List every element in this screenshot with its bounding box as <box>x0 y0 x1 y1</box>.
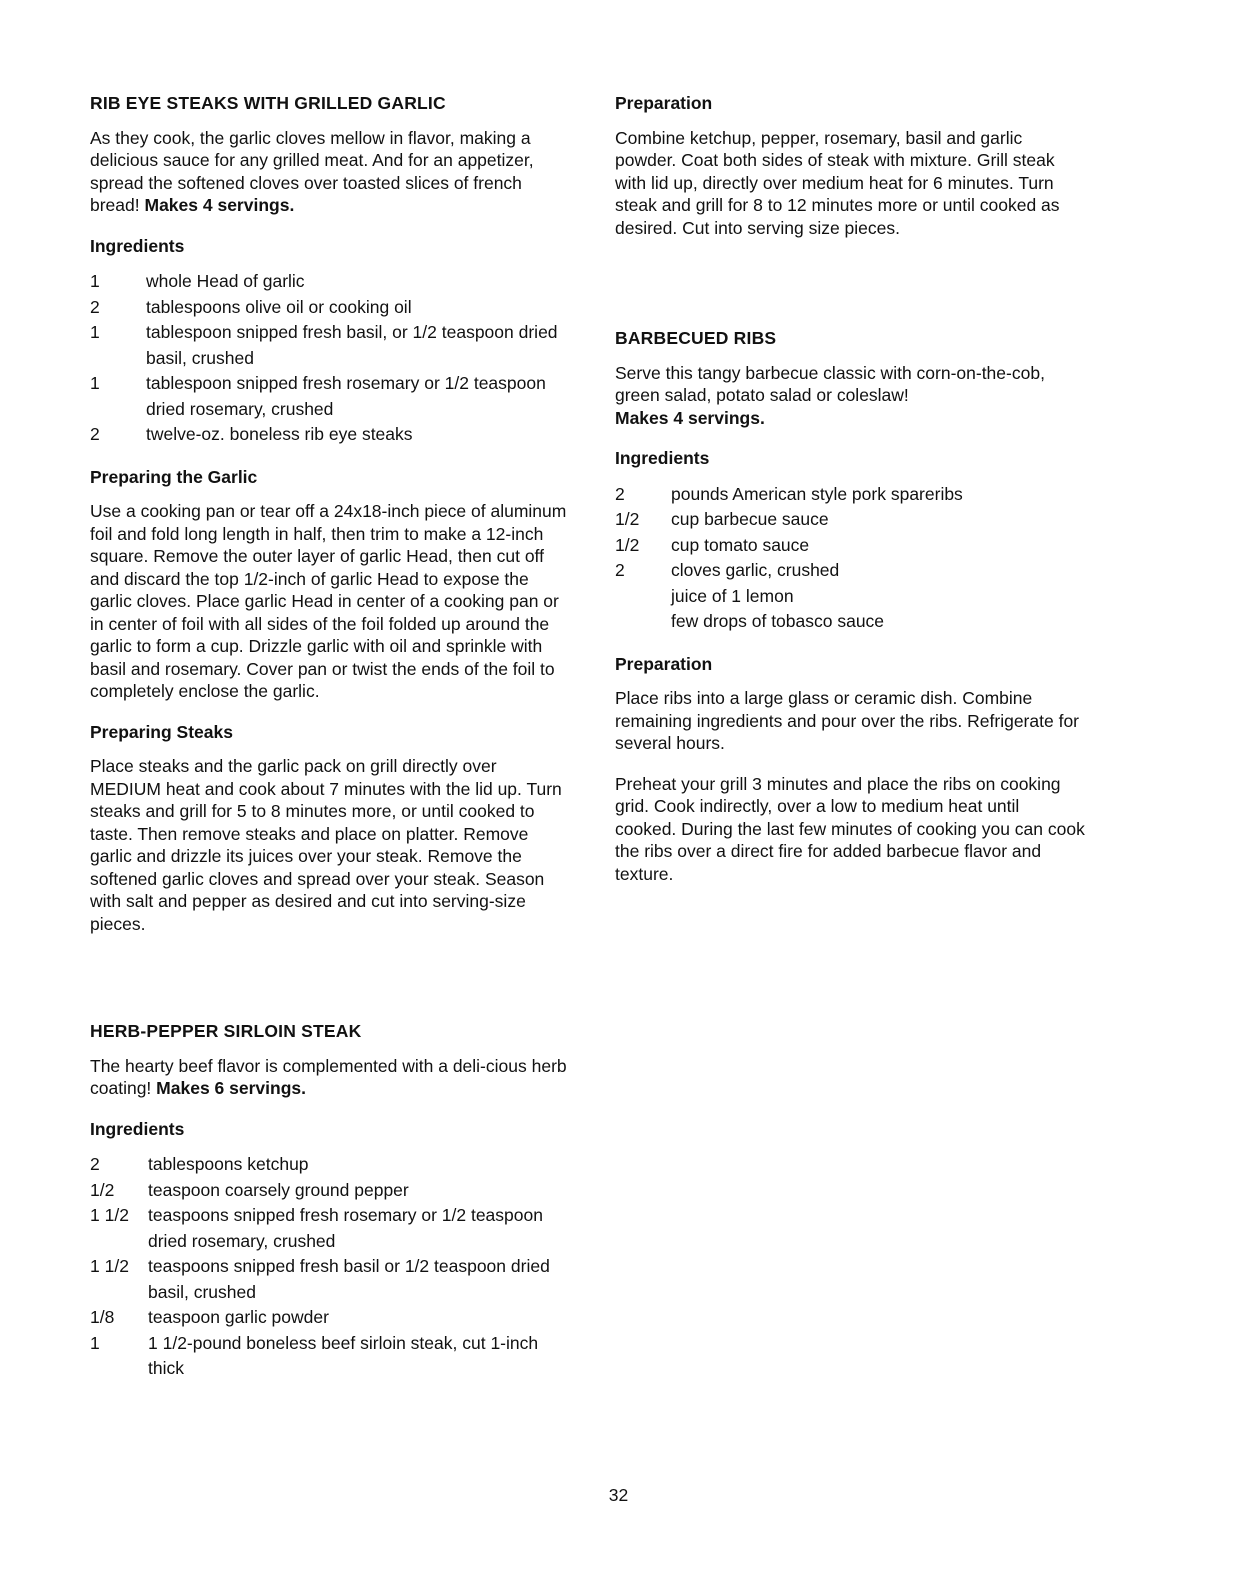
ribs-ingredients-heading: Ingredients <box>615 448 710 468</box>
ingredient-qty: 1 1/2 <box>90 1205 129 1225</box>
ingredient-text: few drops of tobasco sauce <box>671 611 885 631</box>
ingredient-text: teaspoons snipped fresh rosemary or 1/2 teaspoon dried rosemary, crushed <box>148 1205 543 1251</box>
page-number: 32 <box>608 1485 629 1505</box>
ribs-prep-heading: Preparation <box>615 653 713 674</box>
rib-eye-ingredients-heading: Ingredients <box>90 235 185 256</box>
ingredient-qty: 1/2 <box>615 509 640 529</box>
preparing-garlic-heading: Preparing the Garlic <box>90 466 258 487</box>
herb-pepper-title: HERB-PEPPER SIRLOIN STEAK <box>90 1021 362 1041</box>
ingredient-text: 1 1/2-pound boneless beef sirloin steak, cut 1-inch thick <box>148 1332 539 1378</box>
ingredient-qty: 2 <box>90 424 100 444</box>
ingredient-item <box>615 507 1085 533</box>
ribs-title: BARBECUED RIBS <box>615 328 777 348</box>
ingredient-text: tablespoons olive oil or cooking oil <box>146 296 412 317</box>
ingredient-text: cloves garlic, crushed <box>671 560 840 580</box>
ingredient-qty: 1 <box>90 322 100 342</box>
ingredient-qty: 2 <box>615 560 625 580</box>
ingredient-item <box>90 1152 570 1178</box>
herb-pepper-ingredient-list <box>90 1152 570 1382</box>
ingredient-item <box>90 1331 570 1382</box>
ingredient-item <box>90 320 570 371</box>
ingredient-text: cup barbecue sauce <box>671 509 829 529</box>
ingredient-item <box>615 558 1085 584</box>
ingredient-text: whole Head of garlic <box>146 271 305 291</box>
ribs-prep-text-1: Place ribs into a large glass or ceramic dish. Combine remaining ingredients and pour over the ribs. Refrigerate for several hours. <box>615 688 1079 753</box>
right-column <box>615 92 1085 903</box>
herb-pepper-prep-heading: Preparation <box>615 93 713 113</box>
ingredient-text: tablespoons ketchup <box>148 1154 309 1174</box>
ingredient-item <box>90 1178 570 1204</box>
ingredient-item <box>90 295 570 321</box>
ingredient-text: teaspoon coarsely ground pepper <box>148 1179 409 1200</box>
ingredient-text: tablespoon snipped fresh rosemary or 1/2 teaspoon dried rosemary, crushed <box>146 373 546 419</box>
herb-pepper-recipe <box>90 1020 570 1400</box>
preparing-garlic-text: Use a cooking pan or tear off a 24x18-inch piece of aluminum foil and fold long length in half, then trim to make a 12-inch square. Remove the outer layer of garlic Head, then cut off and discard the top 1/2-inch of garlic Head to expose the garlic cloves. Place garlic Head in center of a cooking pan or in center of foil with all sides of the foil folded up around the garlic to form a cup. Drizzle garlic with oil and sprinkle with basil and rosemary. Cover pan or twist the ends of the foil to completely enclose the garlic. <box>90 501 567 701</box>
ingredient-qty: 2 <box>90 1154 100 1174</box>
ingredient-qty: 1 <box>90 1332 100 1353</box>
ingredient-item <box>90 371 570 422</box>
ingredient-item <box>615 609 1085 635</box>
herb-pepper-intro-text: The hearty beef flavor is complemented with a deli-cious herb coating! <box>90 1055 567 1098</box>
ingredient-item <box>90 1203 570 1254</box>
rib-eye-servings: Makes 4 servings. <box>144 195 295 215</box>
ribs-prep-text-2: Preheat your grill 3 minutes and place the ribs on cooking grid. Cook indirectly, over a low to medium heat until cooked. During the last few minutes of cooking you can cook the ribs over a direct fire for added barbecue flavor and texture. <box>615 773 1085 884</box>
ingredient-qty: 2 <box>615 483 625 504</box>
herb-pepper-ingredients-heading: Ingredients <box>90 1118 185 1139</box>
ingredient-qty <box>615 584 671 610</box>
ingredient-item <box>615 533 1085 559</box>
ribs-servings: Makes 4 servings. <box>615 407 765 428</box>
ingredient-qty: 1/8 <box>90 1307 115 1327</box>
herb-pepper-prep-text: Combine ketchup, pepper, rosemary, basil and garlic powder. Coat both sides of steak with mixture. Grill steak with lid up, directly over medium heat for 6 minutes. Turn steak and grill for 8 to 12 minutes more or until cooked as desired. Cut into serving size pieces. <box>615 127 1060 238</box>
ingredient-qty: 2 <box>90 296 100 317</box>
ingredient-qty: 1/2 <box>615 534 640 555</box>
ingredient-text: pounds American style pork spareribs <box>671 483 963 504</box>
ingredient-item <box>615 584 1085 610</box>
ingredient-text: tablespoon snipped fresh basil, or 1/2 teaspoon dried basil, crushed <box>146 322 558 368</box>
rib-eye-ingredient-list <box>90 269 570 448</box>
ingredient-item <box>90 269 570 295</box>
ingredient-item <box>90 1305 570 1331</box>
ribs-ingredient-list <box>615 482 1085 635</box>
ingredient-text: twelve-oz. boneless rib eye steaks <box>146 424 413 444</box>
ingredient-text: teaspoon garlic powder <box>148 1307 329 1327</box>
ingredient-text: juice of 1 lemon <box>671 585 794 606</box>
ingredient-item <box>90 422 570 448</box>
ingredient-qty: 1 <box>90 373 100 393</box>
herb-pepper-intro <box>90 1055 570 1100</box>
preparing-steaks-text: Place steaks and the garlic pack on grill directly over MEDIUM heat and cook about 7 minutes with the lid up. Turn steaks and grill for 5 to 8 minutes more, or until cooked to taste. Then remove steaks and place on platter. Remove garlic and drizzle its juices over your steak. Remove the softened garlic cloves and spread over your steak. Season with salt and pepper as desired and cut into serving-size pieces. <box>90 756 562 934</box>
ingredient-item <box>615 482 1085 508</box>
herb-pepper-servings: Makes 6 servings. <box>156 1078 306 1098</box>
preparing-steaks-heading: Preparing Steaks <box>90 721 233 742</box>
rib-eye-recipe <box>90 92 570 953</box>
ribs-intro <box>615 362 1085 430</box>
rib-eye-intro-text: As they cook, the garlic cloves mellow in flavor, making a delicious sauce for any grilled meat. And for an appetizer, spread the softened cloves over toasted slices of french bread! <box>90 127 534 215</box>
ingredient-qty <box>615 609 671 635</box>
rib-eye-title: RIB EYE STEAKS WITH GRILLED GARLIC <box>90 93 446 113</box>
ingredient-qty: 1/2 <box>90 1179 115 1200</box>
ingredient-text: cup tomato sauce <box>671 534 810 555</box>
rib-eye-intro <box>90 127 570 217</box>
ribs-intro-text: Serve this tangy barbecue classic with corn-on-the-cob, green salad, potato salad or coleslaw! <box>615 362 1045 405</box>
ingredient-text: teaspoons snipped fresh basil or 1/2 teaspoon dried basil, crushed <box>148 1256 550 1302</box>
ingredient-qty: 1 1/2 <box>90 1256 129 1276</box>
ingredient-item <box>90 1254 570 1305</box>
ingredient-qty: 1 <box>90 271 100 291</box>
